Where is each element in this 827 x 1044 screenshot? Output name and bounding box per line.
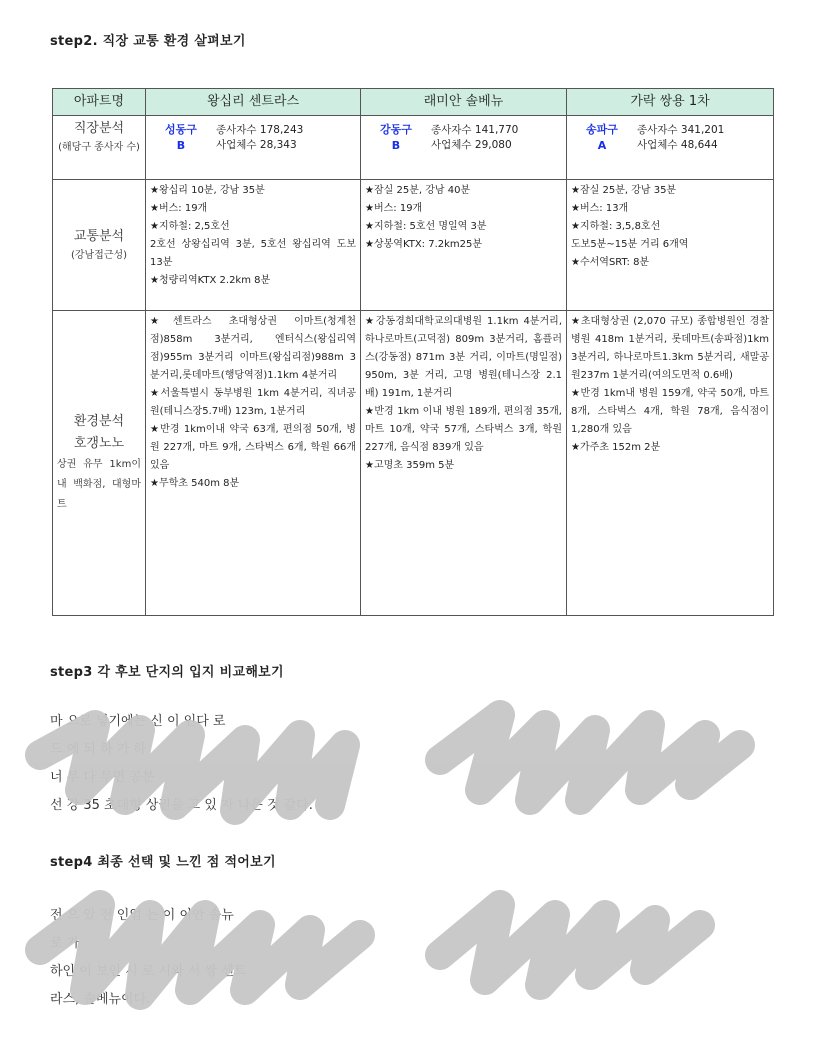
environment-item: ★서울특별시 동부병원 1km 4분거리, 직녀공원(테니스장5.7배) 123m, 1분거리 <box>150 388 356 417</box>
traffic-row <box>53 180 774 311</box>
environment-item: ★무학초 540m 8분 <box>150 478 240 489</box>
step3-title: step3 각 후보 단지의 입지 비교해보기 <box>50 665 284 680</box>
traffic-label-main: 교통분석 <box>73 229 125 244</box>
traffic-item: 도보5분~15분 거리 6개역 <box>571 239 689 250</box>
district-grade: B <box>176 139 186 152</box>
traffic-label <box>53 180 146 311</box>
employment-cell-0 <box>146 116 361 180</box>
environment-label-sub: 상권 유무 1km이내 백화점, 대형마트 <box>57 459 141 510</box>
traffic-item: ★수서역SRT: 8분 <box>571 257 650 268</box>
business-count: 사업체수 48,644 <box>637 139 718 151</box>
environment-item: ★반경 1km이내 약국 63개, 편의점 50개, 병원 227개, 마트 9개, 스타벅스 6개, 학원 66개 있음 <box>150 424 356 471</box>
environment-label-main2: 호갱노노 <box>73 436 125 451</box>
employee-count: 종사자수 341,201 <box>637 124 725 136</box>
traffic-cell-2 <box>567 180 774 311</box>
apartment-comparison-table <box>52 88 774 616</box>
header-raemian-solvenue: 래미안 솔베뉴 <box>361 89 567 116</box>
environment-cell-1 <box>361 311 567 616</box>
employment-label-sub: (해당구 종사자 수) <box>58 142 140 153</box>
environment-cell-0 <box>146 311 361 616</box>
step3-paragraph <box>50 708 780 820</box>
environment-item: ★가주초 152m 2분 <box>571 442 661 453</box>
traffic-item: ★잠실 25분, 강남 40분 <box>365 185 471 196</box>
employment-cell-2 <box>567 116 774 180</box>
traffic-item: ★버스: 19개 <box>150 203 208 214</box>
traffic-item: ★왕십리 10분, 강남 35분 <box>150 185 265 196</box>
paragraph-line: 전 으 았 전 인엄 는 이 이안 솔뉴 <box>50 908 234 923</box>
paragraph-line: 선 강 35 초대형 상권을 고 있 자 나은 것 같다. <box>50 798 313 813</box>
paragraph-line: 라스, 솔베뉴이다. <box>50 992 151 1007</box>
environment-label <box>53 311 146 616</box>
employee-count: 종사자수 141,770 <box>431 124 519 136</box>
step4-title: step4 최종 선택 및 느낀 점 적어보기 <box>50 855 276 870</box>
traffic-item: ★버스: 13개 <box>571 203 629 214</box>
employment-row <box>53 116 774 180</box>
traffic-item: ★지하철: 2,5호선 <box>150 221 230 232</box>
business-count: 사업체수 29,080 <box>431 139 512 151</box>
step2-title: step2. 직장 교통 환경 살펴보기 <box>50 34 246 49</box>
traffic-item: ★잠실 25분, 강남 35분 <box>571 185 677 196</box>
environment-item: ★초대형상권 (2,070 규모) 종합병원인 경찰병원 418m 1분거리, 롯데마트(송파점)1km 3분거리, 하나로마트1.3km 5분거리, 새말공원237m 1분거리(여의도면적 0.6배) <box>571 316 769 381</box>
environment-item: ★센트라스 초대형상권 이마트(청계천점)858m 3분거리, 엔터식스(왕십리역점)955m 3분거리 이마트(왕십리점)988m 3분거리,롯데마트(행당역점)1.1km 4분거리 <box>150 316 356 381</box>
district-grade: B <box>391 139 401 152</box>
traffic-item: ★버스: 19개 <box>365 203 423 214</box>
table-header-row <box>53 89 774 116</box>
step4-paragraph <box>50 902 780 1014</box>
district-grade: A <box>597 139 607 152</box>
paragraph-line: 드 에 되 하 가 하 <box>50 742 147 757</box>
environment-label-main: 환경분석 <box>73 414 125 429</box>
paragraph-line: 마 으로 넣기에는 신 이 인다 로 <box>50 714 226 729</box>
environment-item: ★반경 1km내 병원 159개, 약국 50개, 마트 8개, 스타벅스 4개, 학원 78개, 음식점이 1,280개 있음 <box>571 388 769 435</box>
header-apartment-name: 아파트명 <box>53 89 146 116</box>
traffic-item: 2호선 상왕십리역 3분, 5호선 왕십리역 도보 13분 <box>150 239 356 268</box>
paragraph-line: 너 무 다 무면 공분 <box>50 770 155 785</box>
header-garak-ssangyong: 가락 쌍용 1차 <box>567 89 774 116</box>
employment-label-main: 직장분석 <box>73 121 125 136</box>
environment-row <box>53 311 774 616</box>
environment-item: ★고명초 359m 5분 <box>365 460 455 471</box>
traffic-item: ★지하철: 5호선 명일역 3분 <box>365 221 487 232</box>
environment-item: ★강동경희대학교의대병원 1.1km 4분거리, 하나로마트(고덕점) 809m 3분거리, 홈플러스(강동점) 871m 3분 거리, 이마트(명일점) 950m, 3분 거리, 고명 병원(테니스장 2.1배) 191m, 1분거리 <box>365 316 562 399</box>
traffic-item: ★지하철: 3,5,8호선 <box>571 221 661 232</box>
district-name: 송파구 <box>586 123 618 136</box>
traffic-item: ★청량리역KTX 2.2km 8분 <box>150 275 271 286</box>
employment-label <box>53 116 146 180</box>
traffic-label-sub: (강남접근성) <box>70 250 128 261</box>
paragraph-line: 로 가 <box>50 936 80 951</box>
business-count: 사업체수 28,343 <box>216 139 297 151</box>
traffic-item: ★상봉역KTX: 7.2km25분 <box>365 239 483 250</box>
environment-item: ★반경 1km 이내 병원 189개, 편의점 35개, 마트 10개, 약국 57개, 스타벅스 3개, 학원 227개, 음식점 839개 있음 <box>365 406 562 453</box>
header-wangsimni-centras: 왕십리 센트라스 <box>146 89 361 116</box>
employee-count: 종사자수 178,243 <box>216 124 304 136</box>
environment-cell-2 <box>567 311 774 616</box>
paragraph-line: 하인 이 보인 시 로 시와 서 쌍 센트 <box>50 964 247 979</box>
traffic-cell-0 <box>146 180 361 311</box>
employment-cell-1 <box>361 116 567 180</box>
district-name: 성동구 <box>165 123 197 136</box>
traffic-cell-1 <box>361 180 567 311</box>
district-name: 강동구 <box>380 123 412 136</box>
